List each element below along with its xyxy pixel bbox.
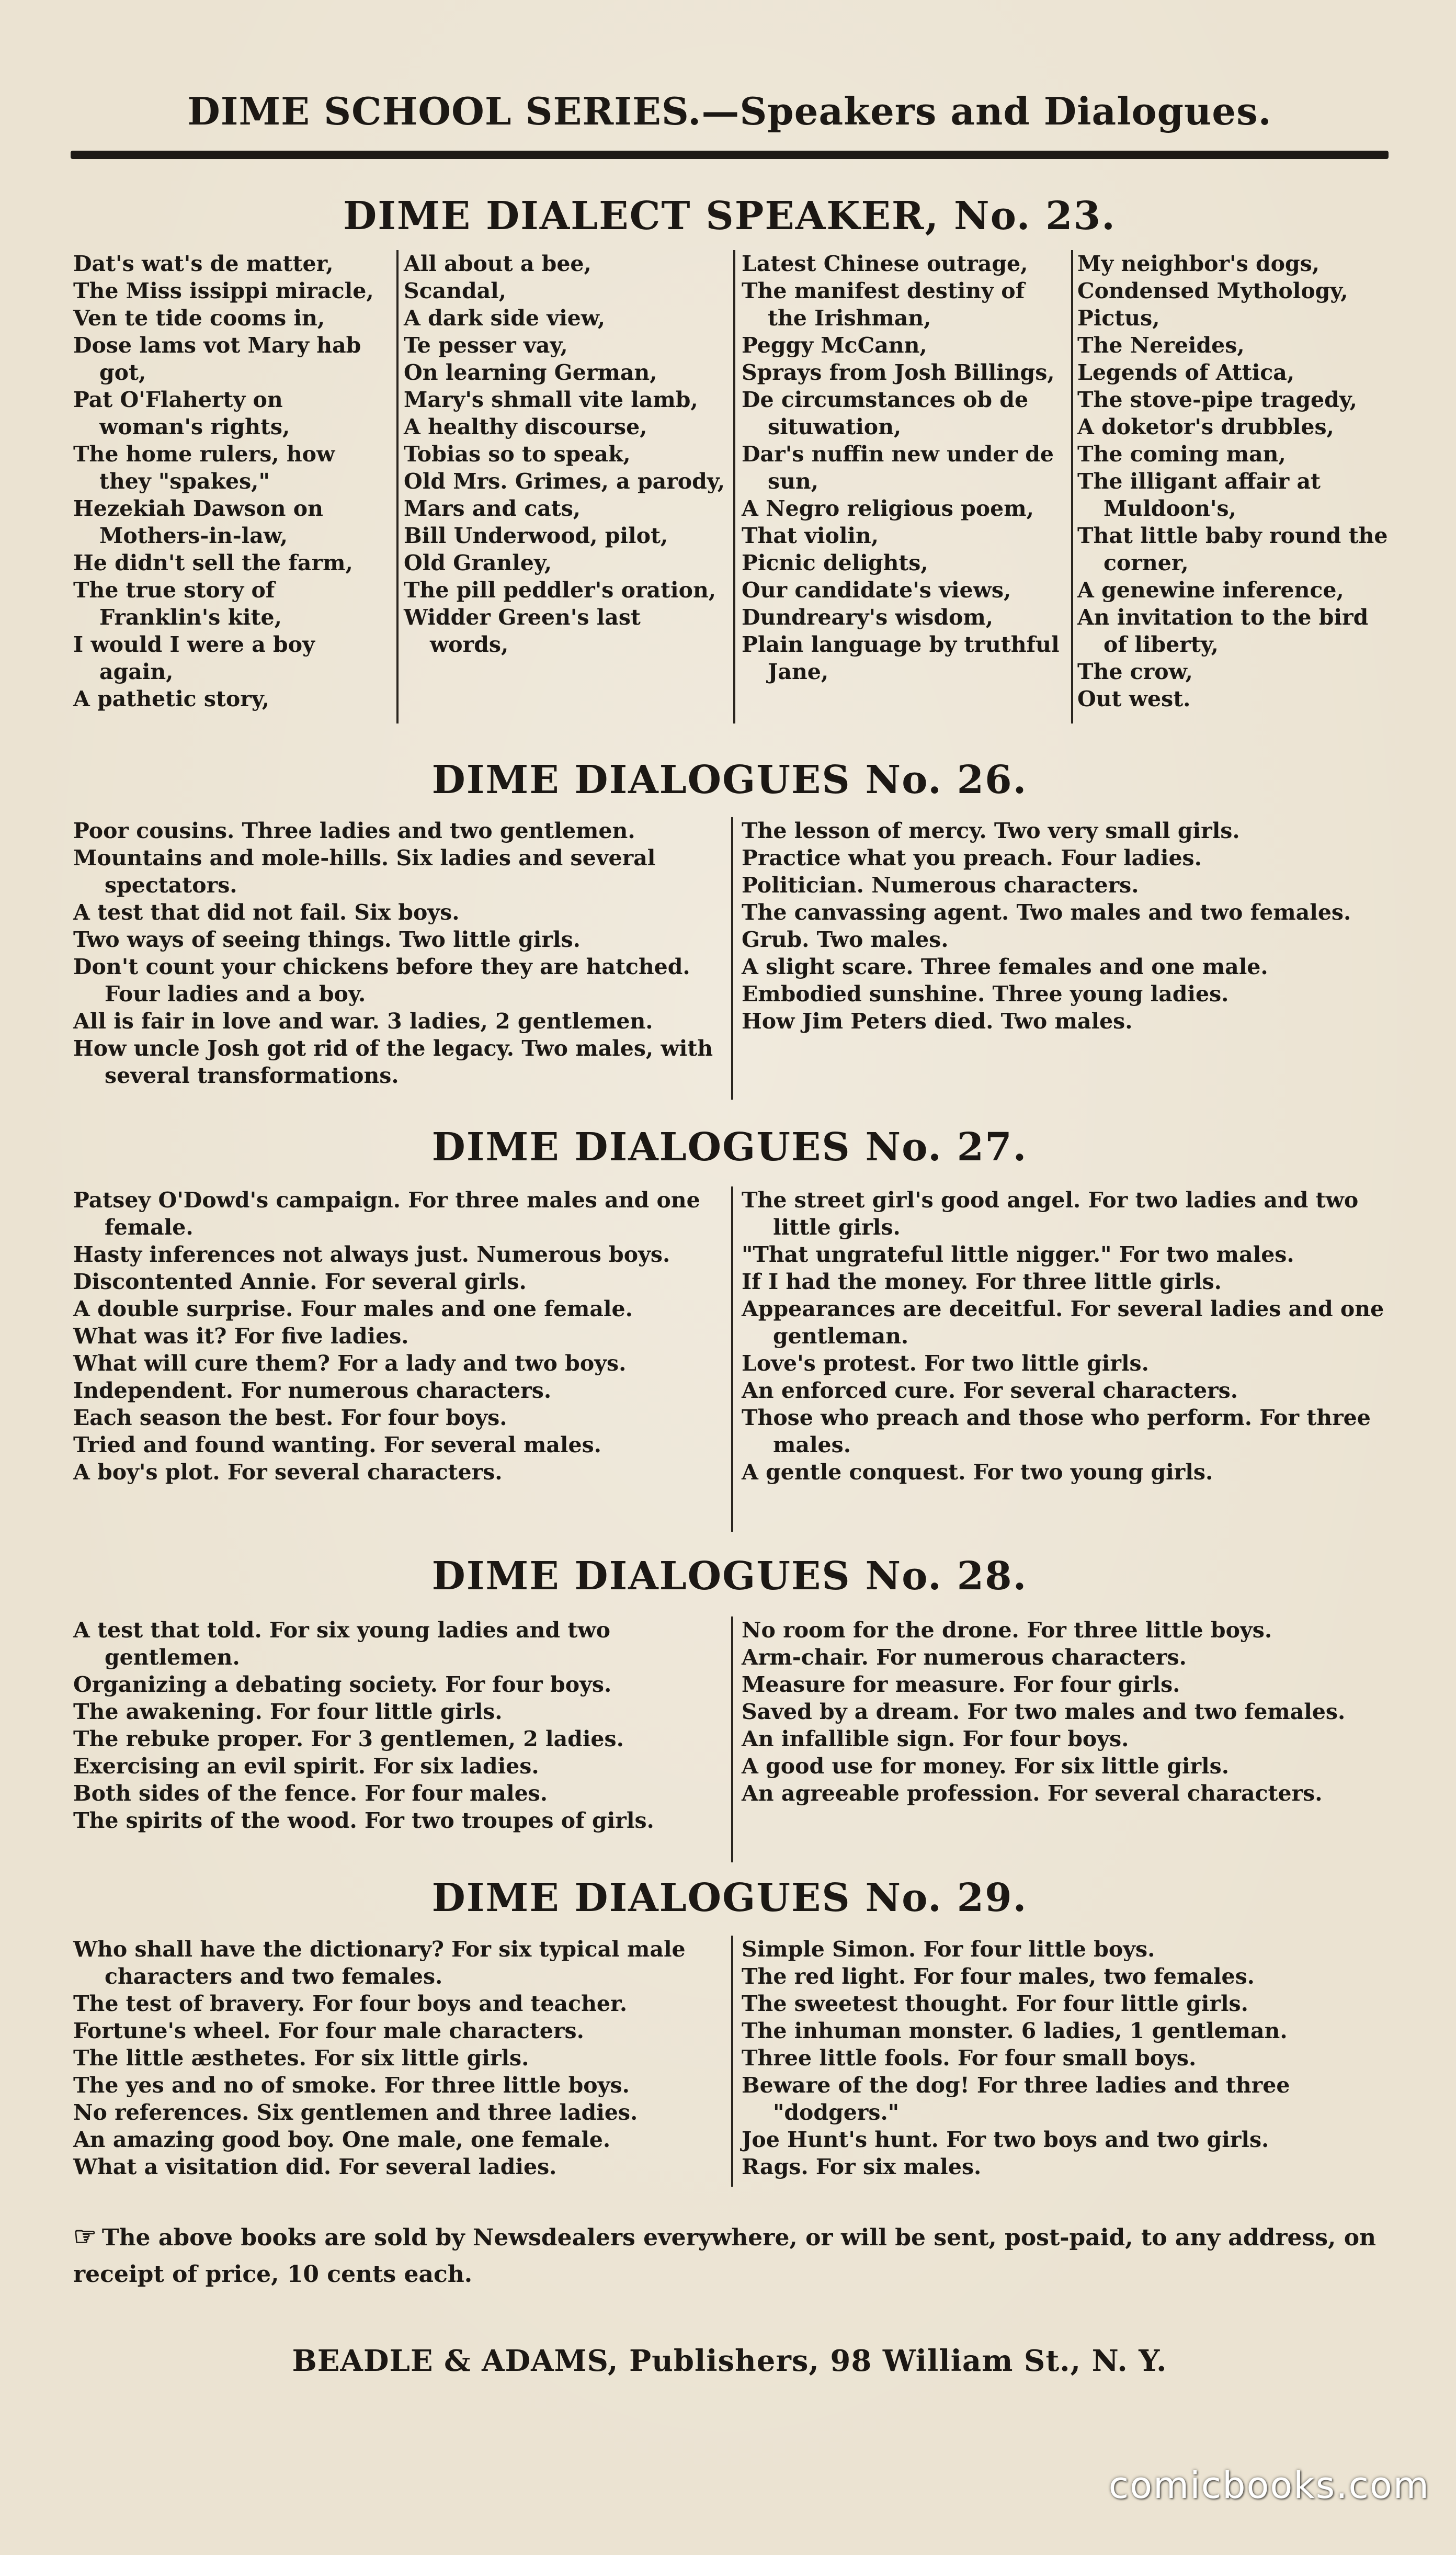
list-item: Tobias so to speak, <box>404 442 631 467</box>
list-item: Poor cousins. Three ladies and two gentlemen. <box>73 818 635 843</box>
list-item: The inhuman monster. 6 ladies, 1 gentleman. <box>742 2018 1288 2043</box>
list-item: Patsey O'Dowd's campaign. For three males and one female. <box>73 1188 700 1240</box>
list-item: An agreeable profession. For several characters. <box>742 1781 1323 1806</box>
list-item: Sprays from Josh Billings, <box>742 360 1055 385</box>
list-item: Dundreary's wisdom, <box>742 605 994 630</box>
section-title-dialogues-26: DIME DIALOGUES No. 26. <box>431 758 1028 802</box>
list-item: A slight scare. Three females and one male. <box>742 954 1268 979</box>
speaker-23-column-3 <box>742 250 1066 685</box>
list-item: Mars and cats, <box>404 496 581 521</box>
list-item: A boy's plot. For several characters. <box>73 1460 503 1485</box>
list-item: A dark side view, <box>404 306 605 331</box>
list-item: The rebuke proper. For 3 gentlemen, 2 ladies. <box>73 1726 624 1751</box>
list-item: Peggy McCann, <box>742 333 927 358</box>
list-item: Exercising an evil spirit. For six ladies. <box>73 1754 539 1779</box>
list-item: The true story of Franklin's kite, <box>73 578 282 630</box>
list-item: The awakening. For four little girls. <box>73 1699 503 1724</box>
list-item: Politician. Numerous characters. <box>742 873 1139 898</box>
list-item: The stove-pipe tragedy, <box>1077 387 1357 412</box>
list-item: The red light. For four males, two females. <box>742 1964 1255 1989</box>
list-item: De circumstances ob de situwation, <box>742 387 1029 439</box>
list-item: The manifest destiny of the Irishman, <box>742 278 1025 331</box>
list-item: The lesson of mercy. Two very small girls. <box>742 818 1240 843</box>
section-title-dialogues-28: DIME DIALOGUES No. 28. <box>431 1554 1028 1599</box>
list-item: What will cure them? For a lady and two boys. <box>73 1351 627 1376</box>
list-item: Dose lams vot Mary hab got, <box>73 333 361 385</box>
list-item: Each season the best. For four boys. <box>73 1405 507 1430</box>
speaker-23-column-1 <box>73 250 390 713</box>
list-item: Who shall have the dictionary? For six typical male characters and two females. <box>73 1937 686 1989</box>
list-item: A test that told. For six young ladies and two gentlemen. <box>73 1618 610 1670</box>
page-header: DIME SCHOOL SERIES.—Speakers and Dialogues. <box>187 89 1272 133</box>
column-divider <box>731 1616 733 1862</box>
dialogues-27-column-2 <box>742 1186 1389 1486</box>
list-item: Plain language by truthful Jane, <box>742 632 1060 684</box>
list-item: The illigant affair at Muldoon's, <box>1077 469 1321 521</box>
list-item: The coming man, <box>1077 442 1286 467</box>
list-item: "That ungrateful little nigger." For two males. <box>742 1242 1294 1267</box>
list-item: The spirits of the wood. For two troupes of girls. <box>73 1808 654 1833</box>
list-item: The test of bravery. For four boys and teacher. <box>73 1991 628 2016</box>
list-item: The yes and no of smoke. For three little boys. <box>73 2073 630 2098</box>
list-item: A doketor's drubbles, <box>1077 414 1334 439</box>
list-item: Out west. <box>1077 686 1191 711</box>
dialogues-28-column-2 <box>742 1616 1389 1807</box>
list-item: The crow, <box>1077 659 1193 684</box>
list-item: The Nereides, <box>1077 333 1245 358</box>
list-item: A double surprise. Four males and one female. <box>73 1296 633 1321</box>
list-item: Beware of the dog! For three ladies and three "dodgers." <box>742 2073 1290 2125</box>
pointing-hand-icon: ☞ <box>73 2221 97 2252</box>
list-item: Ven te tide cooms in, <box>73 306 325 331</box>
list-item: Fortune's wheel. For four male characters. <box>73 2018 584 2043</box>
list-item: The pill peddler's oration, <box>404 578 716 603</box>
watermark: comicbooks.com <box>1108 2464 1430 2507</box>
list-item: That little baby round the corner, <box>1077 523 1388 575</box>
list-item: No references. Six gentlemen and three ladies. <box>73 2100 638 2125</box>
list-item: The street girl's good angel. For two ladies and two little girls. <box>742 1188 1359 1240</box>
list-item: Picnic delights, <box>742 550 928 575</box>
list-item: Our candidate's views, <box>742 578 1011 603</box>
list-item: Mountains and mole-hills. Six ladies and several spectators. <box>73 845 656 898</box>
list-item: Those who preach and those who perform. For three males. <box>742 1405 1371 1457</box>
list-item: A gentle conquest. For two young girls. <box>742 1460 1213 1485</box>
column-divider <box>731 817 733 1100</box>
list-item: Old Mrs. Grimes, a parody, <box>404 469 725 494</box>
list-item: A Negro religious poem, <box>742 496 1034 521</box>
list-item: My neighbor's dogs, <box>1077 251 1320 276</box>
list-item: Joe Hunt's hunt. For two boys and two girls. <box>742 2127 1269 2152</box>
list-item: How Jim Peters died. Two males. <box>742 1009 1133 1034</box>
dialogues-28-column-1 <box>73 1616 719 1834</box>
list-item: Rags. For six males. <box>742 2154 982 2179</box>
column-divider <box>1071 250 1073 723</box>
list-item: A pathetic story, <box>73 686 270 711</box>
column-divider <box>731 1936 733 2187</box>
list-item: Independent. For numerous characters. <box>73 1378 552 1403</box>
column-divider <box>731 1186 733 1532</box>
section-title-dialogues-29: DIME DIALOGUES No. 29. <box>431 1875 1028 1920</box>
list-item: The sweetest thought. For four little girls. <box>742 1991 1248 2016</box>
section-title-dialogues-27: DIME DIALOGUES No. 27. <box>431 1125 1028 1170</box>
header-rule <box>71 151 1389 159</box>
list-item: Bill Underwood, pilot, <box>404 523 668 548</box>
list-item: The little æsthetes. For six little girls. <box>73 2045 529 2071</box>
sales-notice <box>73 2218 1386 2293</box>
list-item: A healthy discourse, <box>404 414 647 439</box>
list-item: How uncle Josh got rid of the legacy. Two males, with several transformations. <box>73 1036 713 1088</box>
dialogues-29-column-1 <box>73 1936 719 2180</box>
sales-notice-text: The above books are sold by Newsdealers everywhere, or will be sent, post-paid, to any address, on receipt of price, 10 cents each. <box>73 2224 1377 2288</box>
list-item: The canvassing agent. Two males and two females. <box>742 900 1351 925</box>
list-item: Love's protest. For two little girls. <box>742 1351 1149 1376</box>
list-item: Tried and found wanting. For several males. <box>73 1432 601 1457</box>
list-item: Legends of Attica, <box>1077 360 1295 385</box>
list-item: What a visitation did. For several ladies. <box>73 2154 557 2179</box>
list-item: Pat O'Flaherty on woman's rights, <box>73 387 290 439</box>
list-item: He didn't sell the farm, <box>73 550 353 575</box>
list-item: The home rulers, how they "spakes," <box>73 442 335 494</box>
dialogues-26-column-2 <box>742 817 1389 1035</box>
list-item: A good use for money. For six little girls. <box>742 1754 1229 1779</box>
dialogues-26-column-1 <box>73 817 719 1089</box>
list-item: An infallible sign. For four boys. <box>742 1726 1129 1751</box>
list-item: Pictus, <box>1077 306 1160 331</box>
speaker-23-column-2 <box>404 250 725 658</box>
list-item: That violin, <box>742 523 879 548</box>
list-item: I would I were a boy again, <box>73 632 315 684</box>
list-item: If I had the money. For three little girls. <box>742 1269 1222 1294</box>
list-item: No room for the drone. For three little boys. <box>742 1618 1272 1643</box>
list-item: Three little fools. For four small boys. <box>742 2045 1197 2071</box>
list-item: Don't count your chickens before they are hatched. Four ladies and a boy. <box>73 954 690 1007</box>
column-divider <box>733 250 735 723</box>
list-item: Practice what you preach. Four ladies. <box>742 845 1202 870</box>
section-title-speaker-23: DIME DIALECT SPEAKER, No. 23. <box>343 194 1116 239</box>
list-item: Widder Green's last words, <box>404 605 641 657</box>
list-item: An enforced cure. For several characters. <box>742 1378 1238 1403</box>
list-item: The Miss issippi miracle, <box>73 278 374 303</box>
list-item: Old Granley, <box>404 550 552 575</box>
list-item: Measure for measure. For four girls. <box>742 1672 1180 1697</box>
list-item: Organizing a debating society. For four boys. <box>73 1672 612 1697</box>
list-item: Dat's wat's de matter, <box>73 251 334 276</box>
list-item: Discontented Annie. For several girls. <box>73 1269 527 1294</box>
list-item: Grub. Two males. <box>742 927 949 952</box>
list-item: A genewine inference, <box>1077 578 1344 603</box>
list-item: Te pesser vay, <box>404 333 568 358</box>
list-item: Latest Chinese outrage, <box>742 251 1028 276</box>
list-item: Dar's nuffin new under de sun, <box>742 442 1054 494</box>
speaker-23-column-4 <box>1077 250 1389 713</box>
list-item: Scandal, <box>404 278 507 303</box>
list-item: Hasty inferences not always just. Numerous boys. <box>73 1242 670 1267</box>
list-item: An amazing good boy. One male, one female. <box>73 2127 611 2152</box>
dialogues-27-column-1 <box>73 1186 719 1486</box>
list-item: Both sides of the fence. For four males. <box>73 1781 548 1806</box>
list-item: A test that did not fail. Six boys. <box>73 900 460 925</box>
list-item: Appearances are deceitful. For several ladies and one gentleman. <box>742 1296 1384 1349</box>
list-item: Mary's shmall vite lamb, <box>404 387 698 412</box>
publisher-line: BEADLE & ADAMS, Publishers, 98 William St., N. Y. <box>292 2344 1167 2378</box>
list-item: Embodied sunshine. Three young ladies. <box>742 981 1229 1007</box>
list-item: Arm-chair. For numerous characters. <box>742 1645 1187 1670</box>
list-item: Simple Simon. For four little boys. <box>742 1937 1155 1962</box>
column-divider <box>396 250 399 723</box>
list-item: What was it? For five ladies. <box>73 1324 409 1349</box>
dialogues-29-column-2 <box>742 1936 1389 2180</box>
list-item: An invitation to the bird of liberty, <box>1077 605 1369 657</box>
list-item: Hezekiah Dawson on Mothers-in-law, <box>73 496 323 548</box>
list-item: On learning German, <box>404 360 657 385</box>
list-item: Saved by a dream. For two males and two females. <box>742 1699 1346 1724</box>
list-item: All about a bee, <box>404 251 592 276</box>
list-item: Two ways of seeing things. Two little girls. <box>73 927 581 952</box>
list-item: Condensed Mythology, <box>1077 278 1348 303</box>
list-item: All is fair in love and war. 3 ladies, 2 gentlemen. <box>73 1009 653 1034</box>
